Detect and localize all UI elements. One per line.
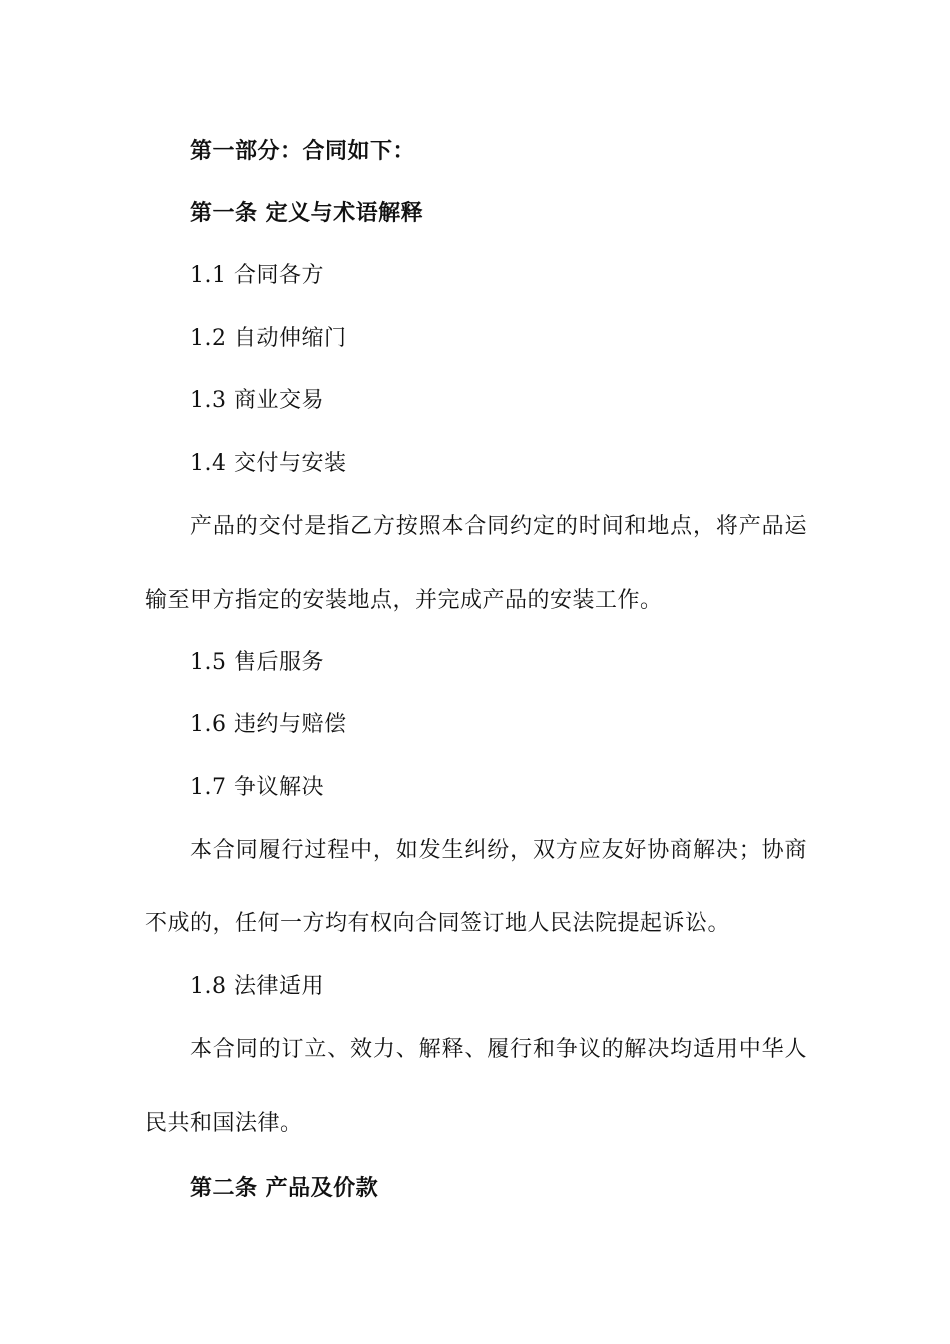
delivery-paragraph-line-1: 产品的交付是指乙方按照本合同约定的时间和地点，将产品运 — [190, 514, 807, 539]
clause-1-5: 1.5 售后服务 — [190, 650, 324, 675]
part-title: 第一部分：合同如下： — [190, 139, 416, 164]
law-paragraph-line-2: 民共和国法律。 — [145, 1111, 303, 1136]
dispute-paragraph-line-2: 不成的，任何一方均有权向合同签订地人民法院提起诉讼。 — [145, 911, 731, 936]
article-1-title: 第一条 定义与术语解释 — [190, 201, 424, 226]
clause-1-7: 1.7 争议解决 — [190, 775, 324, 800]
clause-1-3: 1.3 商业交易 — [190, 388, 324, 413]
clause-1-1: 1.1 合同各方 — [190, 263, 324, 288]
clause-1-4: 1.4 交付与安装 — [190, 451, 347, 476]
clause-1-2: 1.2 自动伸缩门 — [190, 326, 347, 351]
law-paragraph-line-1: 本合同的订立、效力、解释、履行和争议的解决均适用中华人 — [190, 1037, 807, 1062]
clause-1-8: 1.8 法律适用 — [190, 974, 324, 999]
dispute-paragraph-line-1: 本合同履行过程中，如发生纠纷，双方应友好协商解决；协商 — [190, 838, 807, 863]
clause-1-6: 1.6 违约与赔偿 — [190, 712, 347, 737]
article-2-title: 第二条 产品及价款 — [190, 1176, 379, 1201]
delivery-paragraph-line-2: 输至甲方指定的安装地点，并完成产品的安装工作。 — [145, 588, 663, 613]
